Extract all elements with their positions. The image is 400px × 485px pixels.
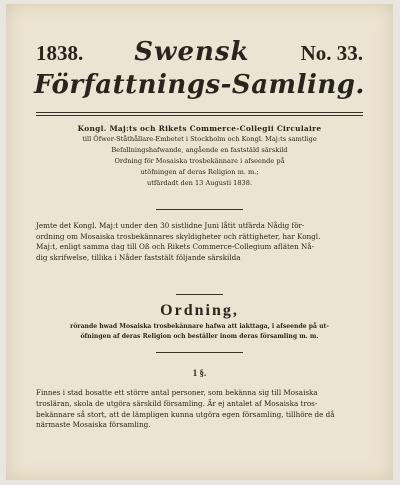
intro-line-4: dig skrifwelse, tillika i Nåder faststält följande särskilda [36,252,241,262]
circular-line-1: Kongl. Maj:ts och Rikets Commerce-Collegii Circulaire [77,124,322,133]
masthead [36,37,363,67]
intro-line-2: ordning om Mosaiska trosbekännares skyldigheter och rättigheter, har Kongl. [36,231,321,241]
issue-year: 1838. [36,41,84,65]
circular-date: utfärdadt den 13 Augusti 1838. [146,179,253,187]
short-divider [156,209,243,210]
masthead-rule-thin [36,115,363,116]
title-line-2: Författnings-Samling. [34,70,365,100]
document-page [6,4,393,480]
intro-paragraph [36,221,363,263]
section-line-4: närmaste Mosaiska församling. [36,420,151,430]
intro-line-3: Maj:t, enligt samma dag till Oß och Rikets Commerce-Collegium afläten Nå- [36,242,315,252]
section-line-2: trosläran, skola de utgöra särskild församling. Är ej antalet af Mosaiska tros- [36,398,318,408]
ordning-title: Ordning, [160,302,239,319]
circular-heading [46,123,353,189]
short-divider-3 [156,352,243,353]
ordning-sub-line-1: rörande hwad Mosaiska trosbekännare hafwa att iakttaga, i afseende på ut- [70,323,329,330]
circular-line-2: till Öfwer-Ståthållare-Embetet i Stockholm och Kongl. Maj:ts samtlige [82,135,317,143]
masthead-rule [36,112,363,113]
ordning-sub-line-2: öfningen af deras Religion och beställer inom deras församling m. m. [80,333,319,340]
section-line-1: Finnes i stad bosatte ett större antal personer, som bekänna sig till Mosaiska [36,388,318,397]
title-line-1: Swensk [134,37,250,67]
section-heading: 1 §. [192,368,207,378]
short-divider-2 [176,294,223,295]
issue-number: No. 33. [300,41,363,65]
intro-line-1: Jemte det Kongl. Maj:t under den 30 sistlidne Juni låtit utfärda Nådig för- [36,221,305,230]
circular-line-4: Ordning för Mosaiska trosbekännare i afseende på [114,157,285,165]
section-paragraph [36,388,363,431]
ordning-subtitle [36,322,363,342]
section-line-3: bekännare så stort, att de lämpligen kunna utgöra egen församling, tillhöre de då [36,409,335,419]
circular-line-3: Befallningshafwande, angående en faststäld särskild [111,146,288,154]
circular-line-5: utöfningen af deras Religion m. m.; [140,168,259,176]
